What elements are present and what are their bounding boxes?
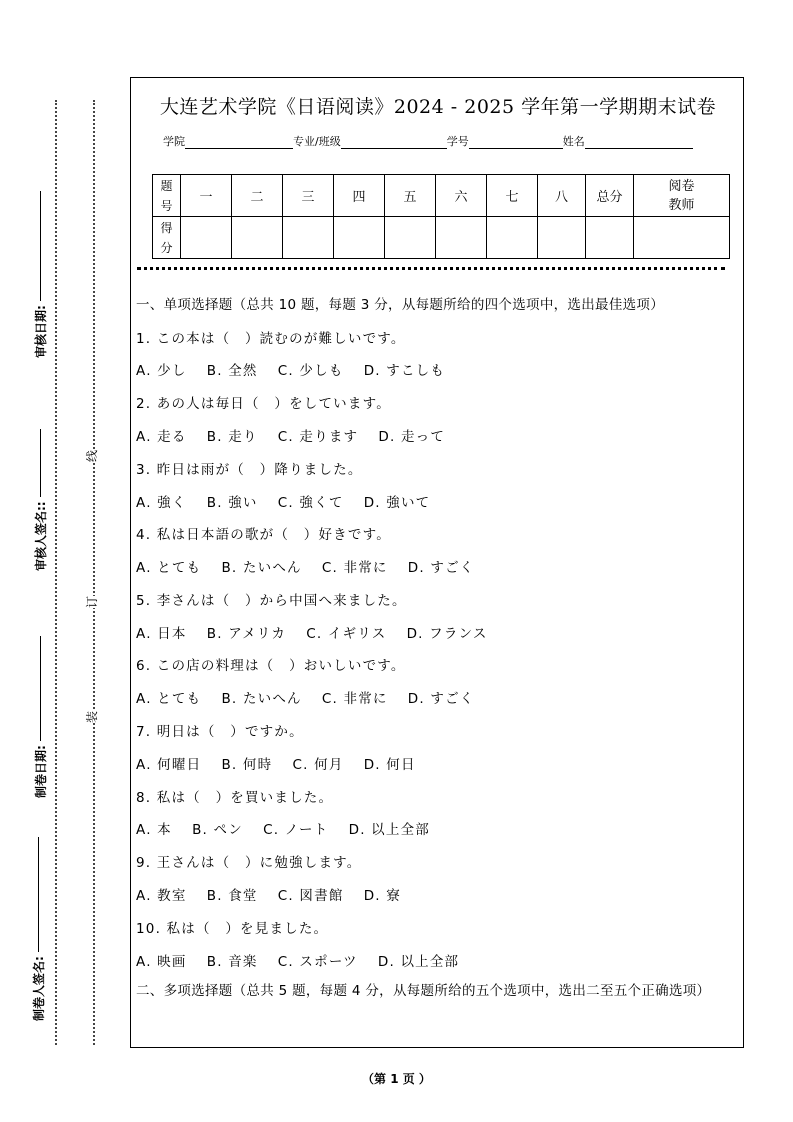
binding-mark-line: 线 bbox=[85, 449, 100, 463]
binding-mark-bind: 装 bbox=[85, 710, 100, 724]
college-label: 学院 bbox=[163, 135, 185, 148]
score-cell-grader[interactable] bbox=[634, 217, 730, 259]
reviewer-signature-field bbox=[32, 401, 48, 571]
question-1-options: A. 少し B. 全然 C. 少しも D. すこしも bbox=[136, 363, 446, 379]
col-header-4: 四 bbox=[334, 175, 385, 217]
page-number: （第 1 页 ） bbox=[362, 1072, 431, 1086]
reviewer-signature-blank[interactable] bbox=[40, 429, 41, 497]
reviewer-signature-label: 审核人签名:: bbox=[33, 501, 48, 571]
col-header-grader: 阅卷 教师 bbox=[634, 175, 730, 217]
question-2-options: A. 走る B. 走り C. 走ります D. 走って bbox=[136, 429, 446, 445]
dotted-separator bbox=[137, 267, 725, 270]
question-4: 4. 私は日本語の歌が（ ）好きです。 bbox=[136, 527, 391, 543]
review-date-label: 审核日期: bbox=[33, 305, 48, 358]
name-blank[interactable] bbox=[585, 136, 693, 149]
question-4-options: A. とても B. たいへん C. 非常に D. すごく bbox=[136, 560, 475, 576]
question-5: 5. 李さんは（ ）から中国へ来ました。 bbox=[136, 593, 407, 609]
binding-dotted-line-outer bbox=[55, 100, 57, 1045]
question-7: 7. 明日は（ ）ですか。 bbox=[136, 724, 304, 740]
question-7-options: A. 何曜日 B. 何時 C. 何月 D. 何日 bbox=[136, 757, 416, 773]
exam-title: 大连艺术学院《日语阅读》2024 - 2025 学年第一学期期末试卷 bbox=[159, 96, 717, 118]
score-char-2: 分 bbox=[160, 240, 173, 255]
review-date-blank[interactable] bbox=[40, 191, 41, 301]
score-cell-5[interactable] bbox=[385, 217, 436, 259]
name-label: 姓名 bbox=[562, 135, 585, 148]
question-3: 3. 昨日は雨が（ ）降りました。 bbox=[136, 462, 363, 478]
score-cell-2[interactable] bbox=[232, 217, 283, 259]
binding-dotted-line-inner bbox=[93, 100, 95, 1045]
question-3-options: A. 強く B. 強い C. 強くて D. 強いて bbox=[136, 495, 431, 511]
score-row-header bbox=[153, 217, 181, 259]
question-8-options: A. 本 B. ペン C. ノート D. 以上全部 bbox=[136, 822, 430, 838]
col-header-2: 二 bbox=[232, 175, 283, 217]
score-cell-4[interactable] bbox=[334, 217, 385, 259]
col-header-7: 七 bbox=[487, 175, 538, 217]
question-8: 8. 私は（ ）を買いました。 bbox=[136, 790, 334, 806]
question-10: 10. 私は（ ）を見ました。 bbox=[136, 921, 329, 937]
student-info-row bbox=[163, 133, 693, 149]
major-class-label: 专业/班级 bbox=[293, 135, 341, 148]
score-table bbox=[152, 174, 730, 259]
col-header-8: 八 bbox=[538, 175, 586, 217]
paper-made-date-blank[interactable] bbox=[40, 636, 41, 741]
question-5-options: A. 日本 B. アメリカ C. イギリス D. フランス bbox=[136, 626, 488, 642]
col-header-total: 总分 bbox=[586, 175, 634, 217]
score-cell-total[interactable] bbox=[586, 217, 634, 259]
student-id-label: 学号 bbox=[446, 135, 469, 148]
score-cell-3[interactable] bbox=[283, 217, 334, 259]
header-char-2: 号 bbox=[160, 198, 173, 213]
col-header-1: 一 bbox=[181, 175, 232, 217]
section1-heading: 一、单项选择题（总共 10 题，每题 3 分，从每题所给的四个选项中，选出最佳选项） bbox=[136, 297, 665, 313]
col-header-3: 三 bbox=[283, 175, 334, 217]
major-class-blank[interactable] bbox=[341, 136, 447, 149]
score-cell-1[interactable] bbox=[181, 217, 232, 259]
question-number-header bbox=[153, 175, 181, 217]
question-6-options: A. とても B. たいへん C. 非常に D. すごく bbox=[136, 691, 475, 707]
paper-made-date-label: 制卷日期: bbox=[33, 745, 48, 798]
binding-mark-staple: 订 bbox=[85, 595, 100, 609]
score-char-1: 得 bbox=[160, 220, 173, 235]
score-table-header-row bbox=[153, 175, 730, 217]
paper-made-date-field bbox=[32, 618, 48, 798]
college-blank[interactable] bbox=[185, 136, 293, 149]
question-6: 6. この店の料理は（ ）おいしいです。 bbox=[136, 658, 406, 674]
question-2: 2. あの人は毎日（ ）をしています。 bbox=[136, 396, 391, 412]
col-header-6: 六 bbox=[436, 175, 487, 217]
question-9: 9. 王さんは（ ）に勉強します。 bbox=[136, 855, 362, 871]
paper-maker-signature-field bbox=[30, 831, 46, 1021]
question-1: 1. この本は（ ）読むのが難しいです。 bbox=[136, 331, 406, 347]
exam-frame bbox=[130, 77, 744, 1048]
header-char-1: 题 bbox=[160, 178, 173, 193]
student-id-blank[interactable] bbox=[469, 136, 563, 149]
score-cell-6[interactable] bbox=[436, 217, 487, 259]
score-cell-7[interactable] bbox=[487, 217, 538, 259]
col-header-5: 五 bbox=[385, 175, 436, 217]
question-9-options: A. 教室 B. 食堂 C. 図書館 D. 寮 bbox=[136, 888, 401, 904]
score-cell-8[interactable] bbox=[538, 217, 586, 259]
paper-maker-signature-label: 制卷人签名: bbox=[31, 956, 46, 1021]
score-table-score-row bbox=[153, 217, 730, 259]
question-10-options: A. 映画 B. 音楽 C. スポーツ D. 以上全部 bbox=[136, 954, 460, 970]
review-date-field bbox=[32, 188, 48, 358]
section2-heading: 二、多项选择题（总共 5 题，每题 4 分，从每题所给的五个选项中，选出二至五个正确选项） bbox=[136, 983, 711, 999]
paper-maker-signature-blank[interactable] bbox=[38, 837, 39, 952]
